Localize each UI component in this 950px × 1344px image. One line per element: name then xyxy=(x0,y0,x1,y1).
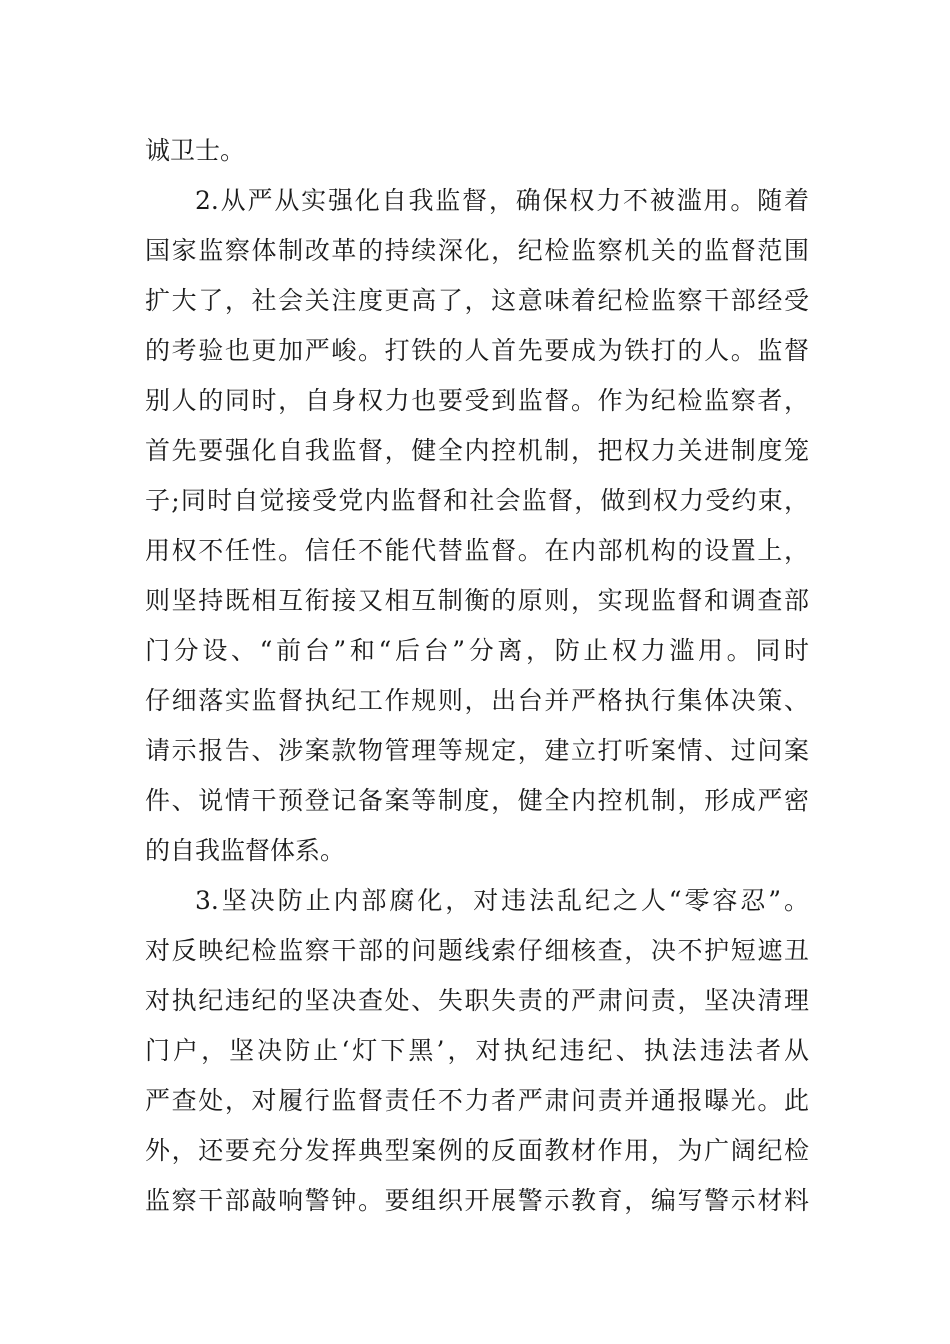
text-line: 仔细落实监督执纪工作规则，出台并严格执行集体决策、 xyxy=(145,686,809,715)
text-line: 3.坚决防止内部腐化，对违法乱纪之人“零容忍”。 xyxy=(195,886,809,915)
text-line: 则坚持既相互衔接又相互制衡的原则，实现监督和调查部 xyxy=(145,586,809,615)
text-line: 子;同时自觉接受党内监督和社会监督，做到权力受约束， xyxy=(145,486,809,515)
text-line: 监察干部敲响警钟。要组织开展警示教育，编写警示材料 xyxy=(145,1186,809,1215)
text-line: 对反映纪检监察干部的问题线索仔细核查，决不护短遮丑 xyxy=(145,936,809,965)
text-line: 的考验也更加严峻。打铁的人首先要成为铁打的人。监督 xyxy=(145,336,809,365)
text-line: 国家监察体制改革的持续深化，纪检监察机关的监督范围 xyxy=(145,236,809,265)
text-line: 扩大了，社会关注度更高了，这意味着纪检监察干部经受 xyxy=(145,286,809,315)
text-line: 别人的同时，自身权力也要受到监督。作为纪检监察者， xyxy=(145,386,809,415)
text-line: 诚卫士。 xyxy=(145,136,246,165)
text-line: 用权不任性。信任不能代替监督。在内部机构的设置上， xyxy=(145,536,809,565)
text-line: 门户，坚决防止‘灯下黑’，对执纪违纪、执法违法者从 xyxy=(145,1036,809,1065)
text-line: 2.从严从实强化自我监督，确保权力不被滥用。随着 xyxy=(195,186,809,215)
text-line: 件、说情干预登记备案等制度，健全内控机制，形成严密 xyxy=(145,786,809,815)
text-line: 门分设、“前台”和“后台”分离，防止权力滥用。同时 xyxy=(145,636,809,665)
text-line: 外，还要充分发挥典型案例的反面教材作用，为广阔纪检 xyxy=(145,1136,809,1165)
text-line: 的自我监督体系。 xyxy=(145,836,346,865)
text-line: 请示报告、涉案款物管理等规定，建立打听案情、过问案 xyxy=(145,736,809,765)
text-line: 对执纪违纪的坚决查处、失职失责的严肃问责，坚决清理 xyxy=(145,986,809,1015)
text-line: 严查处，对履行监督责任不力者严肃问责并通报曝光。此 xyxy=(145,1086,809,1115)
text-line: 首先要强化自我监督，健全内控机制，把权力关进制度笼 xyxy=(145,436,809,465)
